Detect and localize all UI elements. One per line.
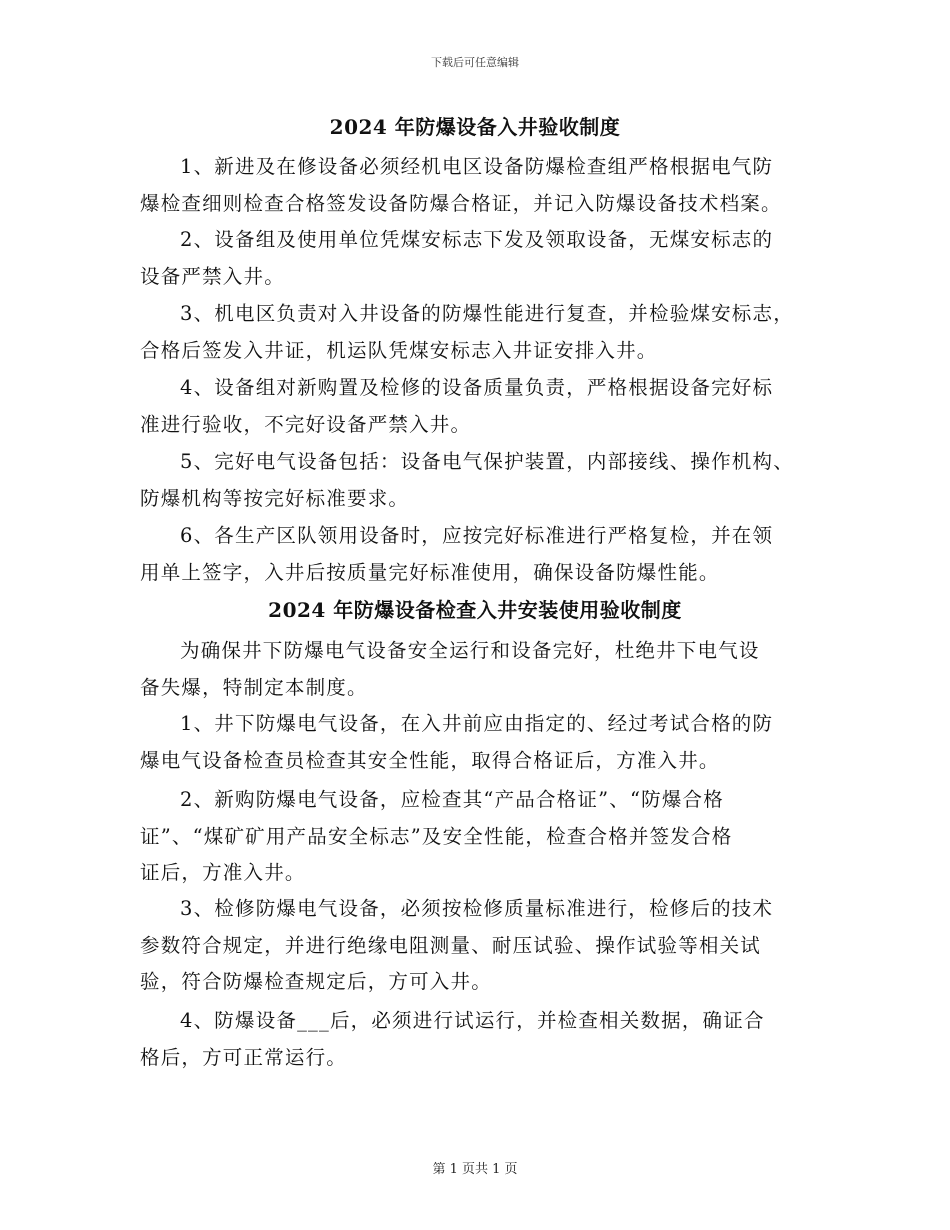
- header-note: 下载后可任意编辑: [431, 56, 519, 69]
- paragraph-line: 爆检查细则检查合格签发设备防爆合格证，并记入防爆设备技术档案。: [140, 191, 782, 215]
- paragraph-line: 设备严禁入井。: [140, 264, 285, 288]
- paragraph-line: 4、设备组对新购置及检修的设备质量负责，严格根据设备完好标: [180, 376, 774, 399]
- section-2-paragraph: [140, 633, 800, 706]
- section-1-paragraph: [140, 370, 825, 443]
- paragraph-line: 验，符合防爆检查规定后，方可入井。: [140, 970, 492, 993]
- paragraph-line: 合格后签发入井证，机运队凭煤安标志入井证安排入井。: [140, 338, 658, 362]
- paragraph-line: 3、检修防爆电气设备，必须按检修质量标准进行，检修后的技术: [180, 897, 774, 920]
- paragraph-line: 格后，方可正常运行。: [140, 1045, 348, 1069]
- section-1-paragraph: [140, 518, 825, 591]
- paragraph-line: 5、完好电气设备包括：设备电气保护装置，内部接线、操作机构、: [180, 450, 794, 473]
- section-2-title: 2024 年防爆设备检查入井安装使用验收制度: [268, 598, 682, 622]
- section-1-paragraph: [140, 444, 825, 517]
- paragraph-line: 2、新购防爆电气设备，应检查其“产品合格证”、“防爆合格: [180, 788, 724, 811]
- section-2-paragraph: [140, 782, 800, 892]
- section-2-paragraph: [140, 1003, 800, 1076]
- paragraph-line: 为确保井下防爆电气设备安全运行和设备完好，杜绝井下电气设: [180, 639, 760, 662]
- paragraph-line: 用单上签字，入井后按质量完好标准使用，确保设备防爆性能。: [140, 560, 720, 584]
- paragraph-line: 1、新进及在修设备必须经机电区设备防爆检查组严格根据电气防: [180, 155, 774, 178]
- section-2-paragraph: [140, 706, 800, 779]
- paragraph-line: 证后，方准入井。: [140, 861, 306, 884]
- paragraph-line: 参数符合规定，并进行绝缘电阻测量、耐压试验、操作试验等相关试: [140, 933, 762, 957]
- paragraph-line: 准进行验收，不完好设备严禁入井。: [140, 412, 472, 436]
- section-1-paragraph: [140, 296, 825, 369]
- paragraph-line: 证”、“煤矿矿用产品安全标志”及安全性能，检查合格并签发合格: [140, 824, 733, 848]
- paragraph-line: 备失爆，特制定本制度。: [140, 675, 368, 699]
- paragraph-line: 1、井下防爆电气设备，在入井前应由指定的、经过考试合格的防: [180, 712, 774, 735]
- paragraph-line: 6、各生产区队领用设备时，应按完好标准进行严格复检，并在领: [180, 524, 774, 547]
- paragraph-line: 3、机电区负责对入井设备的防爆性能进行复查，并检验煤安标志，: [180, 302, 794, 325]
- section-1-title: 2024 年防爆设备入井验收制度: [329, 115, 621, 139]
- section-2-paragraph: [140, 891, 800, 1001]
- section-1-paragraph: [140, 222, 825, 295]
- paragraph-line: 4、防爆设备___后，必须进行试运行，并检查相关数据，确证合: [180, 1009, 765, 1032]
- section-1-paragraph: [140, 149, 825, 222]
- page-number-footer: 第 1 页共 1 页: [432, 1162, 518, 1177]
- paragraph-line: 爆电气设备检查员检查其安全性能，取得合格证后，方准入井。: [140, 748, 720, 772]
- paragraph-line: 防爆机构等按完好标准要求。: [140, 486, 410, 510]
- paragraph-line: 2、设备组及使用单位凭煤安标志下发及领取设备，无煤安标志的: [180, 228, 774, 251]
